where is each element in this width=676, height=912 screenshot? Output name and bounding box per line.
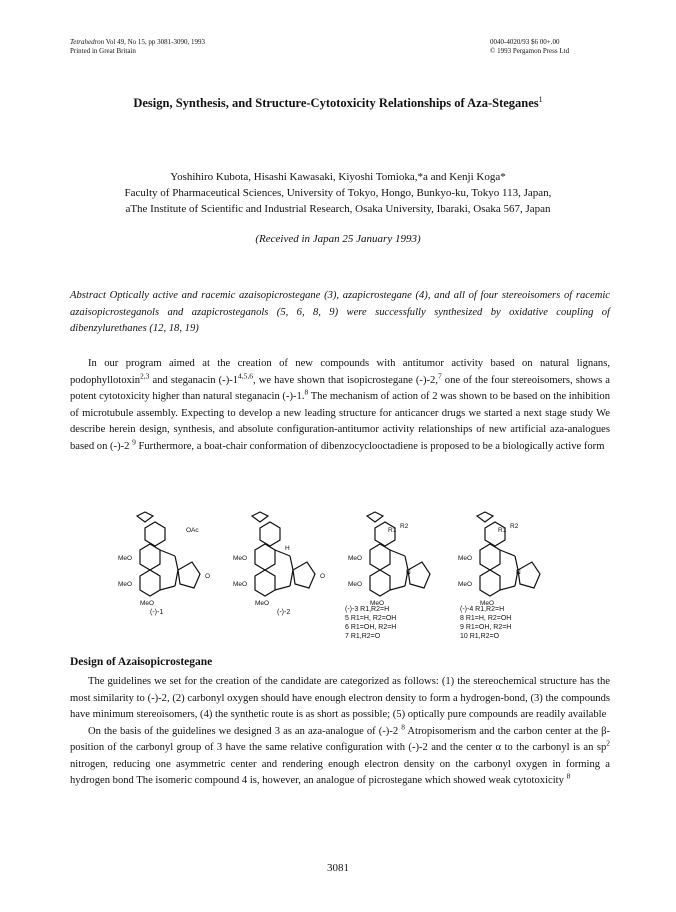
- compound-label-1: (-)-1: [150, 609, 164, 616]
- compound-label-2: (-)-2: [277, 609, 291, 616]
- atom-o: O: [205, 573, 211, 580]
- structure-3: [367, 512, 430, 596]
- atom-r2: R2: [400, 523, 409, 530]
- atom-meo: MeO: [233, 581, 248, 588]
- copyright: © 1993 Pergamon Press Ltd: [490, 47, 570, 55]
- abstract: Abstract Optically active and racemic azaisopicrostegane (3), azapicrostegane (4), and all of four stereoisomers of racemic azaisopicrosteganols and azapicrosteganols (5, 6, 8, 9) were successfully synthesized by oxidative coupling of dibenzylurethanes (12, 18, 19): [70, 290, 610, 334]
- compound-label-3-group: (-)-3 R1,R2=H 5 R1=H, R2=OH 6 R1=OH, R2=H 7 R1,R2=O: [345, 606, 397, 640]
- atom-meo: MeO: [118, 555, 133, 562]
- atom-meo: MeO: [118, 581, 133, 588]
- atom-h: H: [285, 545, 290, 552]
- page-number: 3081: [327, 862, 349, 874]
- design-paragraph: On the basis of the guidelines we designed 3 as an aza-analogue of (-)-2 $^8$ Atropisomerism and the carbon center at the β-position of the carbonyl group of 3 have the same relative configuration with (-)-2 and the center α to the carbonyl is an $sp^2$ nitrogen, reducing one asymmetric center and rendering enough electron density on the carbonyl oxygen in forming a hydrogen bond The isomeric compound 4 is, however, an analogue of picrostegane which showed weak cytotoxicity $^8$: [70, 721, 610, 786]
- affiliation-1: Faculty of Pharmaceutical Sciences, University of Tokyo, Hongo, Bunkyo-ku, Tokyo 113, Japan,: [124, 187, 552, 199]
- atom-meo: MeO: [370, 600, 385, 607]
- atom-n: N: [406, 569, 411, 576]
- atom-r1: R1: [498, 527, 507, 534]
- atom-n: N: [516, 569, 521, 576]
- issn-price: 0040-4020/93 $6 00+.00: [490, 38, 560, 46]
- atom-meo: MeO: [348, 555, 363, 562]
- journal-citation: Tetrahedron Vol 49, No 15, pp 3081-3090, 1993: [70, 38, 205, 46]
- compound-label-4-group: (-)-4 R1,R2=H 8 R1=H, R2=OH 9 R1=OH, R2=H 10 R1,R2=O: [460, 606, 512, 640]
- atom-meo: MeO: [348, 581, 363, 588]
- atom-meo: MeO: [255, 600, 270, 607]
- intro-paragraph: In our program aimed at the creation of new compounds with antitumor activity based on natural lignans, podophyllotoxin$^{2,3}$ and steganacin (-)-1$^{4,5,6}$, we have shown that isopicrostegane (-)-2,$^7$ one of the four stereoisomers, shows a potent cytotoxicity higher than natural steganacin (-)-1.$^8$ The mechanism of action of 2 was shown to be based on the inhibition of microtubule assembly. Expecting to develop a new leading structure for anticancer drugs we started a next stage study We describe herein design, synthesis, and absolute configuration-antitumor activity relationships of new artificial aza-analogues based on (-)-2 $^9$ Furthermore, a boat-chair conformation of dibenzocyclooctadiene is proposed to be a biologically active form: [70, 358, 611, 452]
- atom-meo: MeO: [458, 581, 473, 588]
- atom-r1: R1: [388, 527, 397, 534]
- paper-title: Design, Synthesis, and Structure-Cytotoxicity Relationships of Aza-Steganes$^1$: [133, 95, 543, 111]
- authors: Yoshihiro Kubota, Hisashi Kawasaki, Kiyoshi Tomioka,*a and Kenji Koga*: [170, 171, 506, 183]
- atom-meo: MeO: [233, 555, 248, 562]
- atom-r2: R2: [510, 523, 519, 530]
- atom-meo: MeO: [458, 555, 473, 562]
- structure-1: [137, 512, 200, 596]
- design-paragraphs: [70, 674, 610, 790]
- received-date: (Received in Japan 25 January 1993): [255, 233, 421, 245]
- section-heading: Design of Azaisopicrostegane: [70, 656, 213, 668]
- structure-4: [477, 512, 540, 596]
- guidelines-paragraph: The guidelines we set for the creation of the candidate are categorized as follows: (1) the stereochemical structure has the most similarity to (-)-2, (2) carbonyl oxygen should have enough electron density to form a hydrogen-bond, (3) the compounds have minimum stereoisomers, (4) the synthetic route is as short as possible; (5) optically pure compounds are readily available: [70, 676, 610, 720]
- atom-meo: MeO: [480, 600, 495, 607]
- atom-oac: OAc: [186, 527, 199, 534]
- affiliation-2: aThe Institute of Scientific and Industrial Research, Osaka University, Ibaraki, Osaka 567, Japan: [125, 203, 551, 215]
- printed-in: Printed in Great Britain: [70, 47, 136, 55]
- atom-o: O: [320, 573, 326, 580]
- atom-meo: MeO: [140, 600, 155, 607]
- structure-2: [252, 512, 315, 596]
